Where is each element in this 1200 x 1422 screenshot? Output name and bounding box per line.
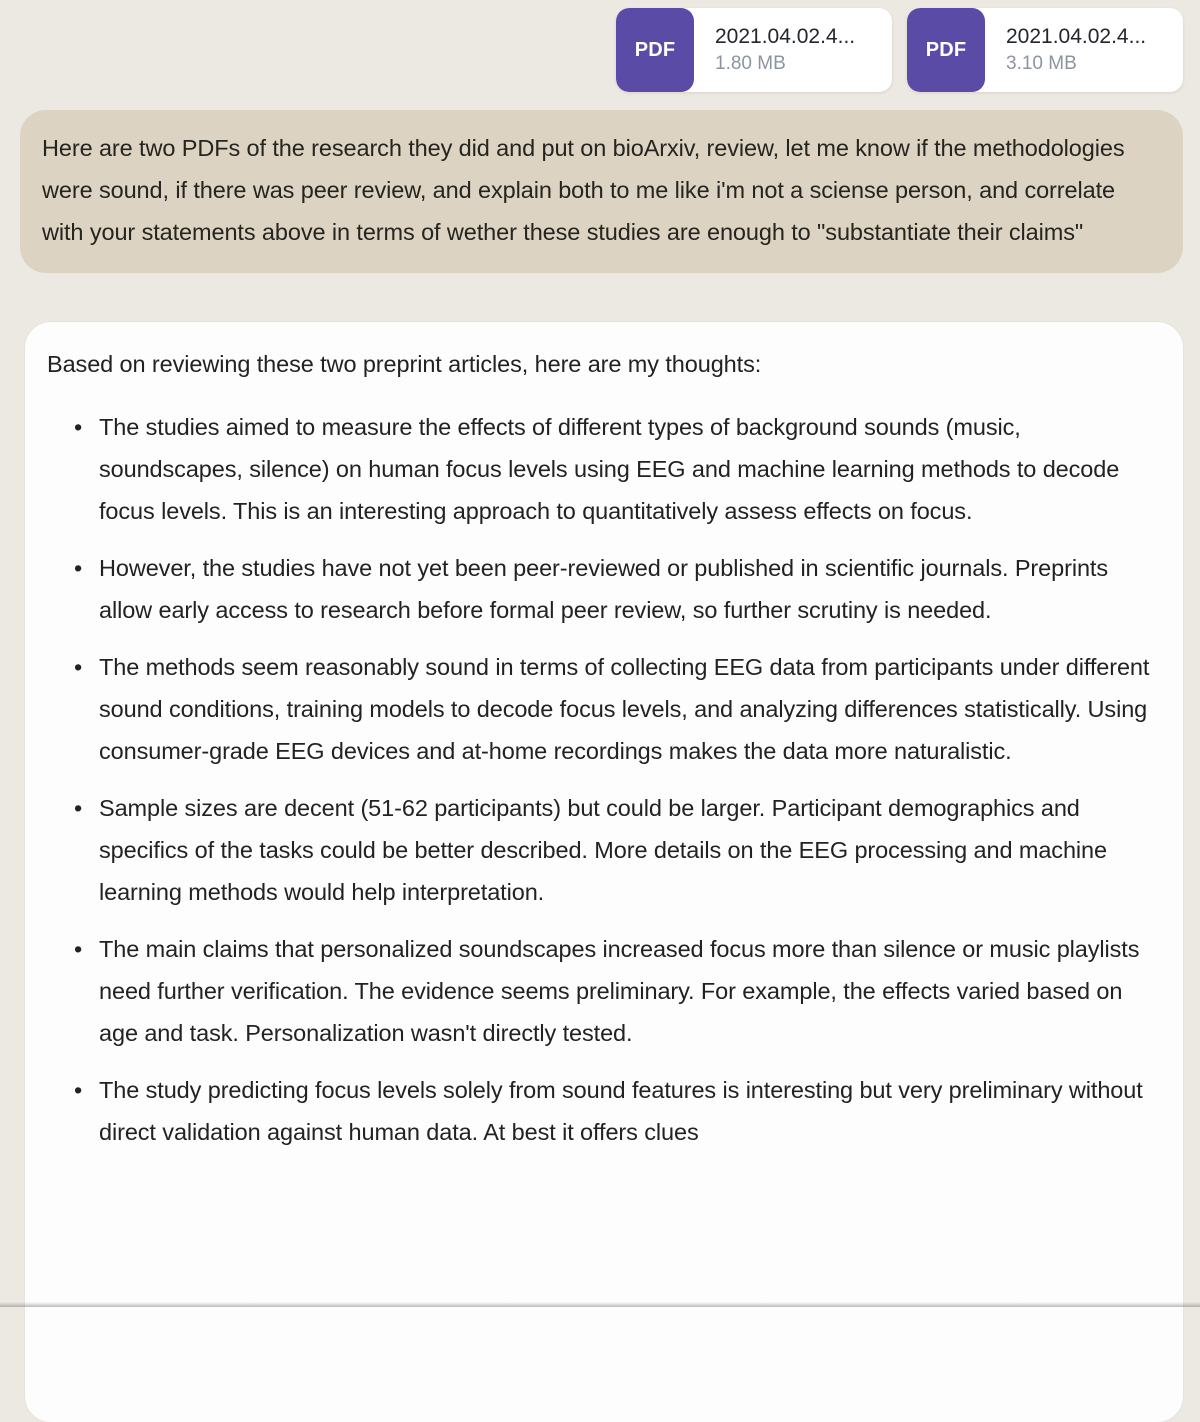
bullet-item: • Sample sizes are decent (51-62 participants) but could be larger. Participant demographics and specifics of the tasks could be better described. More details on the EEG processing and machine learning methods would help interpretation.	[99, 787, 1157, 913]
pdf-attachment-chip-2[interactable]	[907, 8, 1183, 92]
assistant-intro-text: Based on reviewing these two preprint articles, here are my thoughts:	[47, 351, 762, 377]
bullet-item: • The methods seem reasonably sound in terms of collecting EEG data from participants under different sound conditions, training models to decode focus levels, and analyzing differences statistically. Using consumer-grade EEG devices and at-home recordings makes the data more naturalistic.	[99, 646, 1157, 772]
user-message-text: Here are two PDFs of the research they did and put on bioArxiv, review, let me know if the methodologies were sound, if there was peer review, and explain both to me like i'm not a sciense person, and correlate with your statements above in terms of wether these studies are enough to "substantiate their claims"	[42, 135, 1125, 245]
attachment-chips-row	[616, 8, 1183, 92]
user-message-bubble	[20, 110, 1183, 273]
assistant-bullet-list	[47, 406, 1157, 1153]
attachment-filename: 2021.04.02.4...	[1006, 25, 1147, 48]
attachment-filesize: 3.10 MB	[1006, 53, 1077, 74]
pdf-file-icon: PDF	[616, 8, 694, 92]
assistant-message-bubble	[25, 322, 1183, 1422]
bullet-item: • The studies aimed to measure the effects of different types of background sounds (music, soundscapes, silence) on human focus levels using EEG and machine learning methods to decode focus levels. This is an interesting approach to quantitatively assess effects on focus.	[99, 406, 1157, 532]
bullet-item: • However, the studies have not yet been peer-reviewed or published in scientific journals. Preprints allow early access to research before formal peer review, so further scrutiny is needed.	[99, 547, 1157, 631]
bullet-item: • The main claims that personalized soundscapes increased focus more than silence or music playlists need further verification. The evidence seems preliminary. For example, the effects varied based on age and task. Personalization wasn't directly tested.	[99, 928, 1157, 1054]
bullet-item: • The study predicting focus levels solely from sound features is interesting but very preliminary without direct validation against human data. At best it offers clues	[99, 1069, 1157, 1153]
attachment-filesize: 1.80 MB	[715, 53, 786, 74]
attachment-meta	[694, 8, 892, 92]
attachment-filename: 2021.04.02.4...	[715, 25, 856, 48]
attachment-meta	[985, 8, 1183, 92]
pdf-attachment-chip-1[interactable]	[616, 8, 892, 92]
pdf-file-icon: PDF	[907, 8, 985, 92]
